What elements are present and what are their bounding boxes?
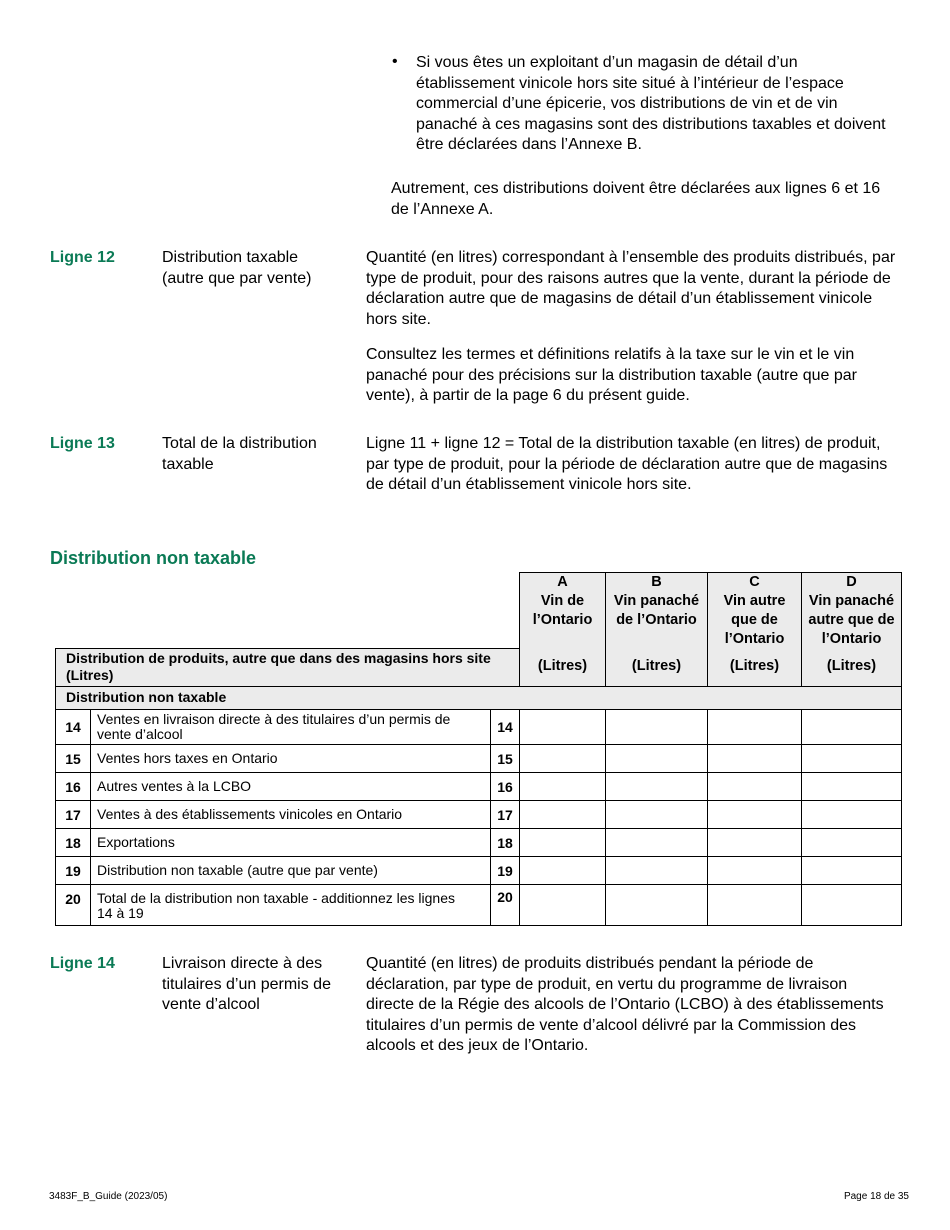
row-18-description-text: Exportations — [97, 834, 175, 850]
table-header-label: Distribution de produits, autre que dans des magasins hors site (Litres) — [55, 648, 520, 687]
row-15-line-ref-text: 15 — [497, 750, 513, 767]
row-18-input-b[interactable] — [605, 828, 708, 857]
row-19-input-b[interactable] — [605, 856, 708, 885]
footer-doc-id: 3483F_B_Guide (2023/05) — [49, 1191, 168, 1202]
row-18-number — [55, 828, 91, 857]
row-14-line-ref-text: 14 — [497, 719, 513, 735]
row-17-description — [90, 800, 491, 829]
bullet-marker: • — [392, 53, 398, 70]
row-17-input-b[interactable] — [605, 800, 708, 829]
row-14-input-c[interactable] — [707, 709, 802, 745]
row-17-input-a[interactable] — [519, 800, 606, 829]
row-19-number-text: 19 — [65, 862, 81, 879]
row-16-description — [90, 772, 491, 801]
row-14-number-text: 14 — [65, 719, 81, 735]
row-17-line-ref-text: 17 — [497, 806, 513, 823]
row-20-number — [55, 884, 91, 926]
row-18-line-ref — [490, 828, 520, 857]
table-subheader: Distribution non taxable — [55, 686, 902, 710]
line-14-label: Ligne 14 — [50, 955, 115, 972]
row-20-input-b[interactable] — [605, 884, 708, 926]
row-18-input-a[interactable] — [519, 828, 606, 857]
row-15-line-ref — [490, 744, 520, 773]
row-17-line-ref — [490, 800, 520, 829]
row-19-line-ref-text: 19 — [497, 862, 513, 879]
row-17-input-d[interactable] — [801, 800, 902, 829]
row-16-number-text: 16 — [65, 778, 81, 795]
row-15-input-b[interactable] — [605, 744, 708, 773]
line-13-label: Ligne 13 — [50, 435, 115, 452]
column-header-b: B Vin panaché de l’Ontario (Litres) — [605, 572, 708, 687]
row-19-input-c[interactable] — [707, 856, 802, 885]
row-15-description — [90, 744, 491, 773]
line-12-paragraph-1: Quantité (en litres) correspondant à l’ensemble des produits distribués, par type de produit, pour des raisons autres que la vente, durant la période de déclaration autre que de magasins de détail d’un établissement vinicole hors site. — [366, 249, 896, 328]
column-header-d: D Vin panaché autre que de l’Ontario (Litres) — [801, 572, 902, 687]
bullet-paragraph: Si vous êtes un exploitant d’un magasin de détail d’un établissement vinicole hors site situé à l’intérieur de l’espace commercial d’une épicerie, vos distributions de vin et de vin panaché à ces magasins sont des distributions taxables et doivent être déclarées dans l’Annexe B. — [416, 54, 886, 153]
row-18-description — [90, 828, 491, 857]
row-14-input-a[interactable] — [519, 709, 606, 745]
row-16-description-text: Autres ventes à la LCBO — [97, 778, 252, 794]
row-19-line-ref — [490, 856, 520, 885]
row-15-input-d[interactable] — [801, 744, 902, 773]
row-19-description — [90, 856, 491, 885]
row-17-input-c[interactable] — [707, 800, 802, 829]
row-18-input-c[interactable] — [707, 828, 802, 857]
line-12-title: Distribution taxable (autre que par vente) — [162, 249, 312, 287]
row-17-description-text: Ventes à des établissements vinicoles en Ontario — [97, 806, 403, 822]
row-16-input-b[interactable] — [605, 772, 708, 801]
column-header-a: A Vin de l’Ontario (Litres) — [519, 572, 606, 687]
row-15-number — [55, 744, 91, 773]
row-20-input-c[interactable] — [707, 884, 802, 926]
row-20-number-text: 20 — [65, 891, 81, 907]
row-19-number — [55, 856, 91, 885]
row-20-input-a[interactable] — [519, 884, 606, 926]
row-14-number — [55, 709, 91, 745]
row-16-number — [55, 772, 91, 801]
row-16-line-ref-text: 16 — [497, 778, 513, 795]
row-15-input-a[interactable] — [519, 744, 606, 773]
footer-page-number: Page 18 de 35 — [843, 1191, 909, 1202]
row-20-description — [90, 884, 491, 926]
row-19-input-d[interactable] — [801, 856, 902, 885]
row-18-number-text: 18 — [65, 834, 81, 851]
section-heading: Distribution non taxable — [50, 548, 257, 568]
line-14-paragraph: Quantité (en litres) de produits distribués pendant la période de déclaration, par type de produit, en vertu du programme de livraison directe de la Régie des alcools de l’Ontario (LCBO) à des établissements titulaires d’un permis de vente d’alcool délivré par la Commission des alcools et des jeux de l’Ontario. — [366, 955, 884, 1054]
line-14-title: Livraison directe à des titulaires d’un permis de vente d’alcool — [162, 955, 331, 1013]
row-20-description-text: Total de la distribution non taxable - additionnez les lignes 14 à 19 — [97, 890, 456, 921]
row-18-line-ref-text: 18 — [497, 834, 513, 851]
row-14-input-b[interactable] — [605, 709, 708, 745]
row-16-input-d[interactable] — [801, 772, 902, 801]
row-19-input-a[interactable] — [519, 856, 606, 885]
line-13-title: Total de la distribution taxable — [162, 435, 317, 473]
row-14-input-d[interactable] — [801, 709, 902, 745]
row-14-description-text: Ventes en livraison directe à des titulaires d’un permis de vente d’alcool — [97, 711, 451, 742]
row-14-description — [90, 709, 491, 745]
row-14-line-ref — [490, 709, 520, 745]
row-17-number — [55, 800, 91, 829]
row-20-line-ref-text: 20 — [497, 889, 513, 905]
column-header-c: C Vin autre que de l’Ontario (Litres) — [707, 572, 802, 687]
row-15-input-c[interactable] — [707, 744, 802, 773]
row-20-line-ref — [490, 884, 520, 926]
line-12-paragraph-2: Consultez les termes et définitions relatifs à la taxe sur le vin et le vin panaché pour des précisions sur la distribution taxable (autre que par vente), à partir de la page 6 du présent guide. — [366, 346, 857, 404]
row-20-input-d[interactable] — [801, 884, 902, 926]
otherwise-paragraph: Autrement, ces distributions doivent être déclarées aux lignes 6 et 16 de l’Annexe A. — [391, 180, 881, 218]
row-15-number-text: 15 — [65, 750, 81, 767]
line-12-label: Ligne 12 — [50, 249, 115, 266]
non-taxable-table — [55, 572, 902, 926]
row-18-input-d[interactable] — [801, 828, 902, 857]
row-16-input-c[interactable] — [707, 772, 802, 801]
row-16-line-ref — [490, 772, 520, 801]
row-19-description-text: Distribution non taxable (autre que par vente) — [97, 862, 378, 878]
row-17-number-text: 17 — [65, 806, 81, 823]
row-15-description-text: Ventes hors taxes en Ontario — [97, 750, 278, 766]
line-13-paragraph: Ligne 11 + ligne 12 = Total de la distribution taxable (en litres) de produit, par type de produit, pour la période de déclaration autre que de magasins de détail d’un établissement vinicole hors site. — [366, 435, 888, 493]
row-16-input-a[interactable] — [519, 772, 606, 801]
